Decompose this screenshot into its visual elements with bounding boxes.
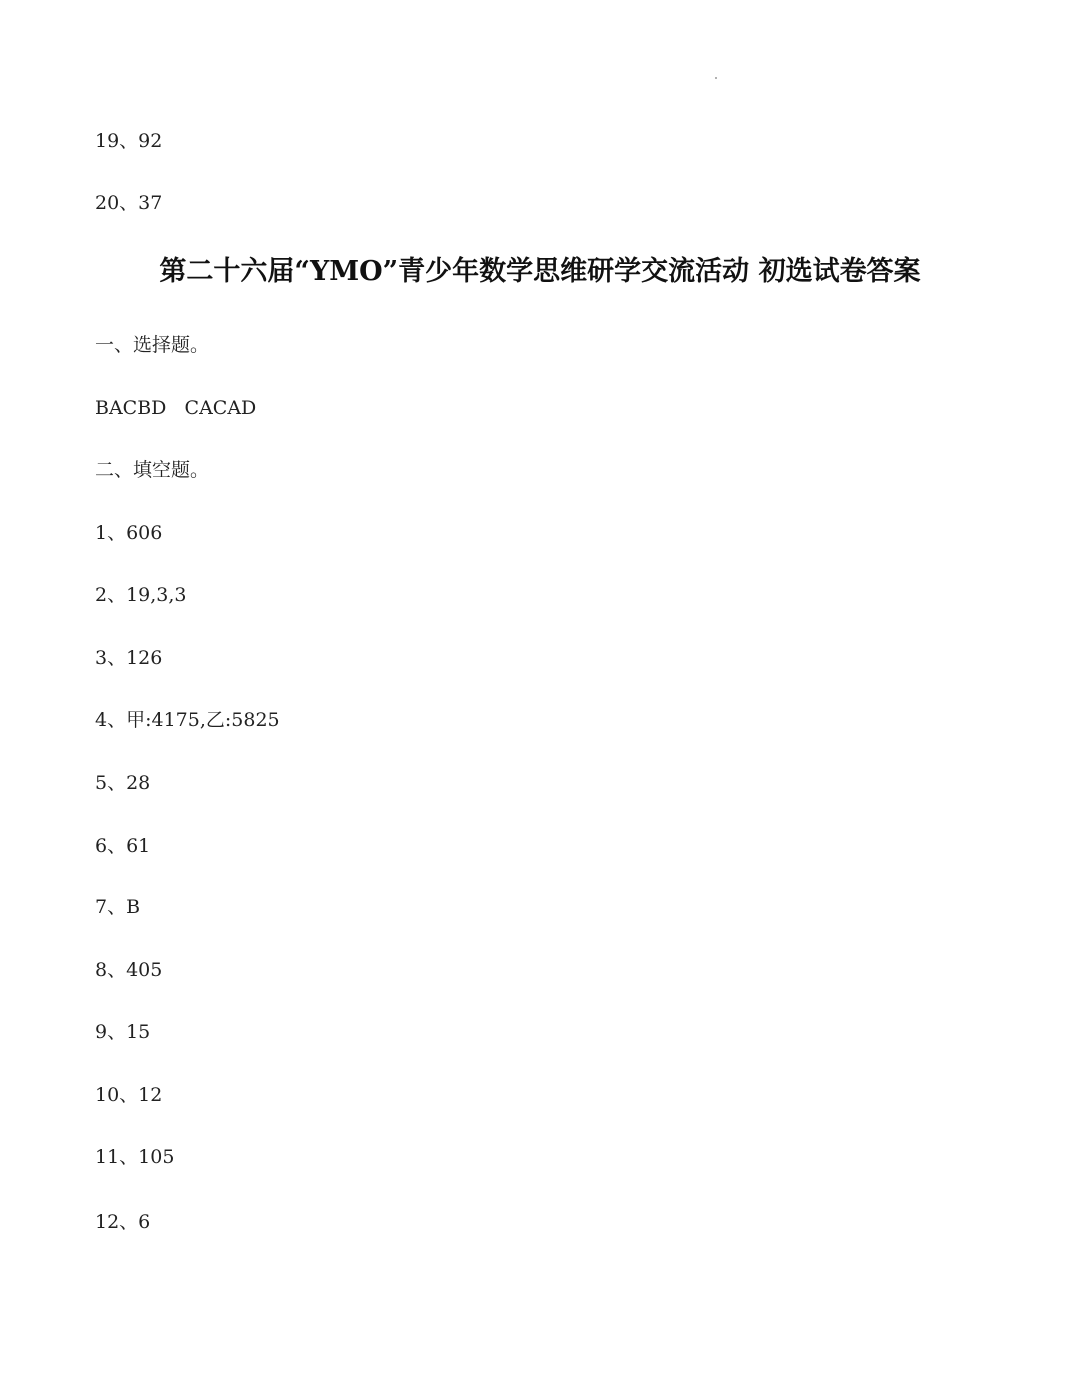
fill-answer-7: 7、B [95, 896, 141, 918]
fill-answer-9: 9、15 [95, 1021, 151, 1043]
fill-answer-11: 11、105 [95, 1146, 175, 1168]
answer-line-19: 19、92 [95, 130, 163, 152]
fill-answer-6: 6、61 [95, 835, 151, 857]
fill-answer-5: 5、28 [95, 772, 151, 794]
answer-line-20: 20、37 [95, 192, 163, 214]
document-title: 第二十六届“YMO”青少年数学思维研学交流活动 初选试卷答案 [159, 256, 921, 287]
fill-answer-12: 12、6 [95, 1211, 151, 1233]
choice-answers: BACBD CACAD [95, 397, 257, 419]
fill-answer-8: 8、405 [95, 959, 163, 981]
stray-mark [715, 77, 717, 79]
fill-answer-1: 1、606 [95, 522, 163, 544]
section-heading-choice: 一、选择题。 [95, 334, 210, 356]
fill-answer-2: 2、19,3,3 [95, 584, 187, 606]
fill-answer-4: 4、甲:4175,乙:5825 [95, 709, 280, 731]
section-heading-fill: 二、填空题。 [95, 459, 210, 481]
fill-answer-3: 3、126 [95, 647, 163, 669]
fill-answer-10: 10、12 [95, 1084, 163, 1106]
